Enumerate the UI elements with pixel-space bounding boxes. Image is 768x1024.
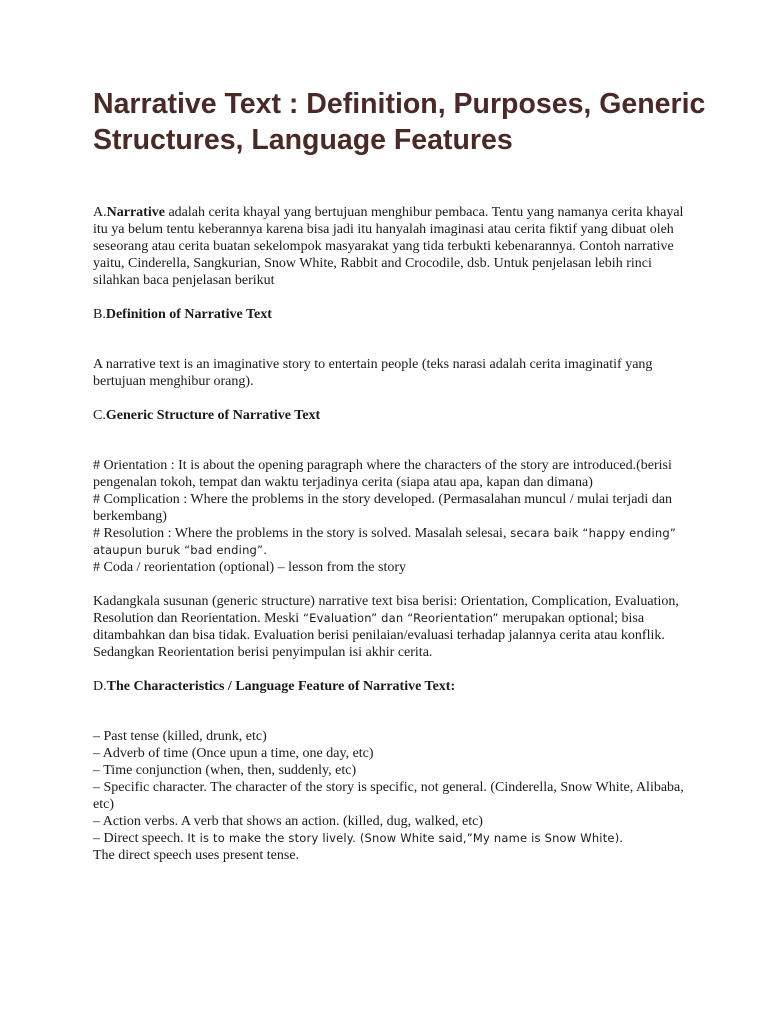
section-a-prefix: A. [93, 205, 107, 220]
feature-list-item: – Specific character. The character of the story is specific, not general. (Cinderella, Snow White, Alibaba, etc) [93, 780, 684, 812]
resolution-main: # Resolution : Where the problems in the story is solved. Masalah selesai, [93, 526, 507, 541]
section-d-prefix: D. [93, 679, 107, 694]
page-title: Narrative Text : Definition, Purposes, Generic Structures, Language Features [93, 88, 706, 156]
document-body [93, 204, 693, 864]
direct-speech-alt: It is to make the story lively. (Snow White said,”My name is Snow White). [183, 831, 624, 845]
feature-list-item: – Action verbs. A verb that shows an action. (killed, dug, walked, etc) [93, 814, 483, 829]
feature-list-item: – Past tense (killed, drunk, etc) [93, 729, 267, 744]
section-b-heading [93, 306, 693, 323]
coda-item: # Coda / reorientation (optional) – lesson from the story [93, 560, 406, 575]
complication-item: # Complication : Where the problems in the story developed. (Permasalahan muncul / mulai terjadi dan berkembang) [93, 492, 673, 524]
section-a-text: adalah cerita khayal yang bertujuan menghibur pembaca. Tentu yang namanya cerita khayal itu ya belum tentu keberannya karena bisa jadi itu hanyalah imaginasi atau cerita fiktif yang dibuat oleh seseorang atau cerita buatan sekelompok masyarakat yang tida terbukti kebenarannya. Contoh narrative yaitu, Cinderella, Sangkurian, Snow White, Rabbit and Crocodile, dsb. Untuk penjelasan lebih rinci silahkan baca penjelasan berikut [93, 205, 684, 288]
orientation-item: # Orientation : It is about the opening paragraph where the characters of the story are introduced.(berisi pengenalan tokoh, tempat dan waktu terjadinya cerita (siapa atau apa, kapan dan dimana) [93, 458, 672, 490]
direct-speech-item [93, 830, 693, 847]
resolution-alt: secara baik “happy ending” ataupun buruk “bad ending”. [93, 526, 676, 557]
structure-note-part2: merupakan optional; bisa ditambahkan dan bisa tidak. Evaluation berisi penilaian/evaluasi terhadap jalannya cerita atau konflik. Sedangkan Reorientation berisi penyimpulan isi akhir cerita. [93, 611, 665, 660]
section-b-prefix: B. [93, 307, 106, 322]
section-b-heading-text: Definition of Narrative Text [105, 307, 272, 322]
structure-note-part1: Kadangkala susunan (generic structure) narrative text bisa berisi: Orientation, Complication, Evaluation, Resolution dan Reorientation. Meski [93, 594, 679, 626]
feature-list-item: – Time conjunction (when, then, suddenly, etc) [93, 763, 357, 778]
section-c-prefix: C. [93, 408, 106, 423]
section-d-heading-text: The Characteristics / Language Feature of Narrative Text: [106, 679, 456, 694]
section-a-paragraph [93, 204, 693, 289]
structure-note-alt: “Evaluation” dan “Reorientation” [299, 611, 503, 625]
section-c-heading [93, 407, 693, 424]
section-a-term: Narrative [106, 205, 165, 220]
structure-note-paragraph [93, 593, 693, 661]
section-c-heading-text: Generic Structure of Narrative Text [105, 408, 321, 423]
section-b-paragraph: A narrative text is an imaginative story to entertain people (teks narasi adalah cerita imaginatif yang bertujuan menghibur orang). [93, 357, 653, 389]
resolution-item [93, 525, 693, 559]
direct-speech-main: – Direct speech. [93, 831, 184, 846]
direct-speech-end: The direct speech uses present tense. [93, 848, 300, 863]
feature-list-item: – Adverb of time (Once upun a time, one day, etc) [93, 746, 374, 761]
section-d-heading [93, 678, 693, 695]
